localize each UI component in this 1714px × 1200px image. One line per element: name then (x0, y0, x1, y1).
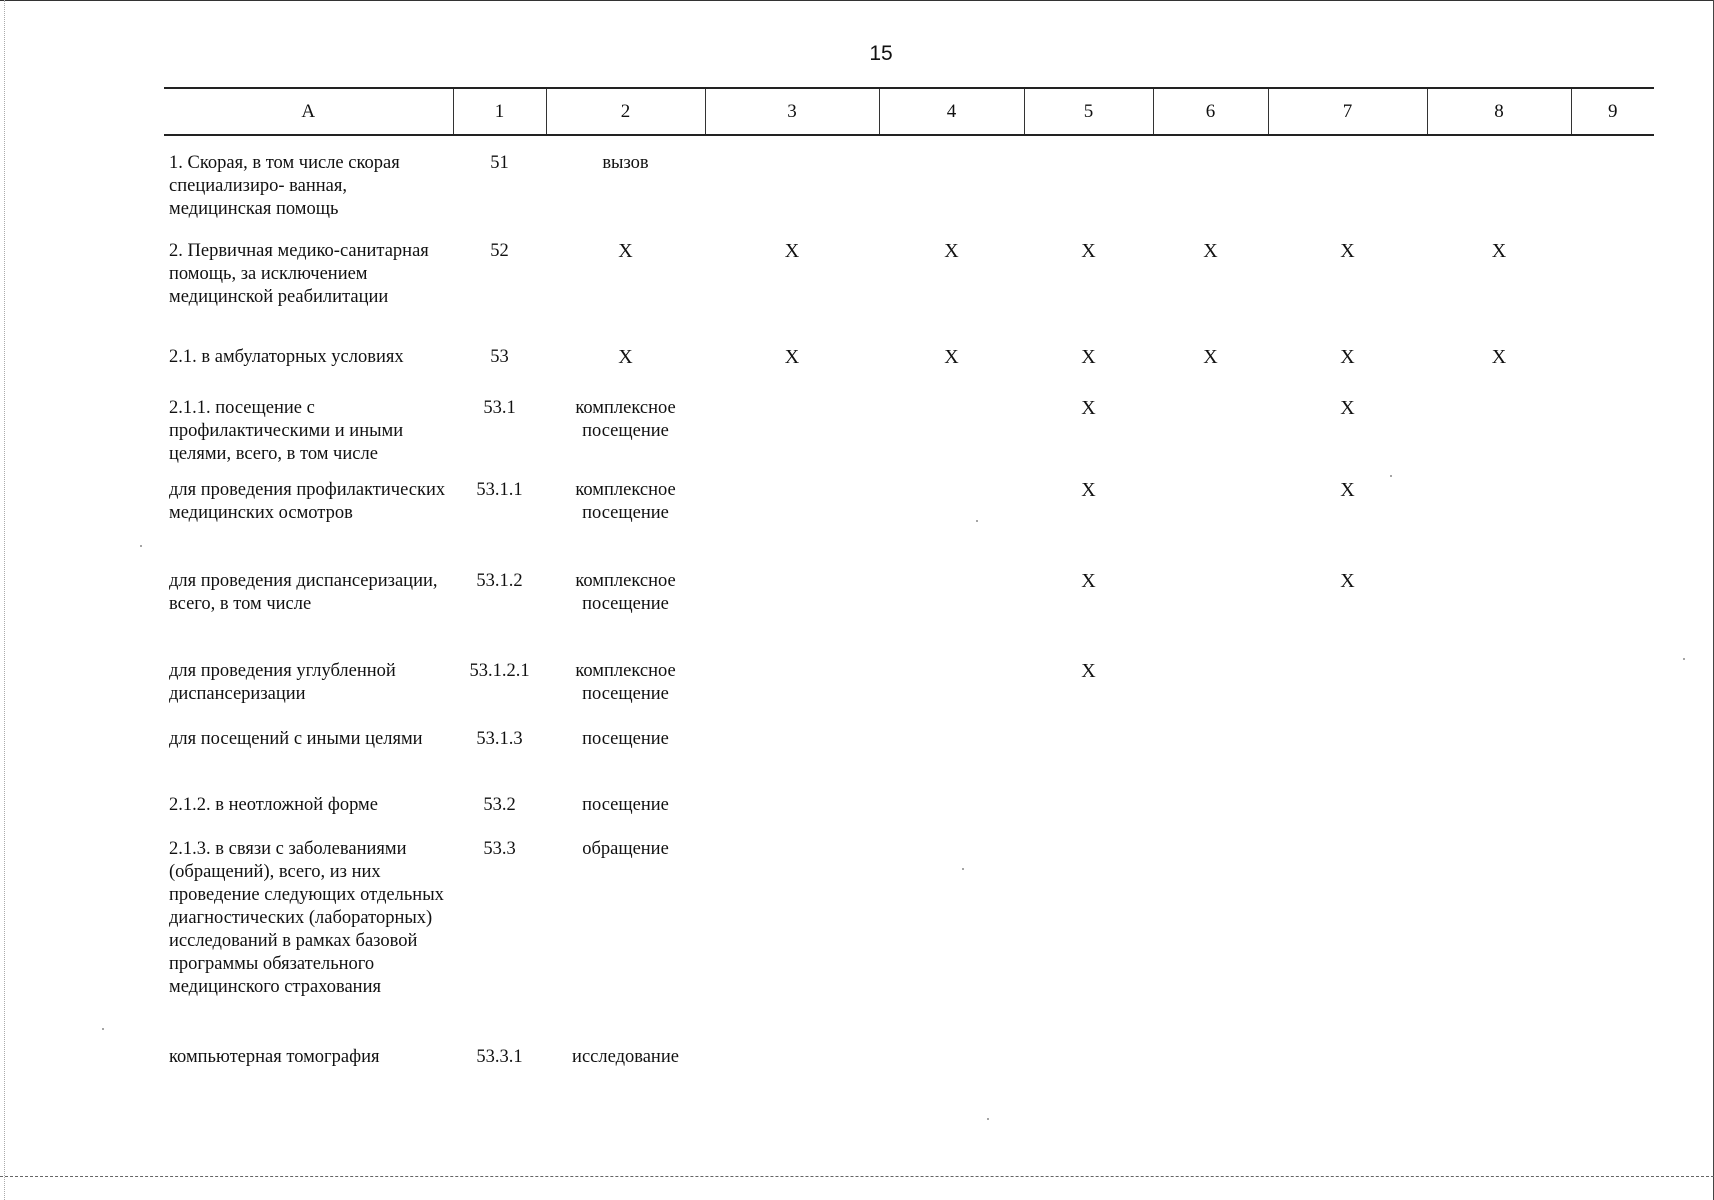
mark-cell: Х (1340, 240, 1355, 262)
row-code: 51 (490, 153, 509, 173)
mark-cell: Х (1340, 479, 1355, 501)
row-name: 1. Скорая, в том числе скорая специализиро- ванная, медицинская помощь (169, 153, 400, 219)
row-unit: Х (618, 240, 633, 262)
mark-cell (1153, 384, 1268, 475)
row-name: для проведения диспансеризации, всего, в том числе (169, 571, 438, 614)
row-code: 53.2 (483, 795, 516, 815)
mark-cell: Х (1081, 570, 1096, 592)
mark-cell: Х (1081, 397, 1096, 419)
mark-cell (1427, 790, 1571, 834)
row-code: 52 (490, 241, 509, 261)
row-name: для посещений с иными целями (169, 729, 423, 749)
table-row (164, 135, 1654, 224)
header-cell: 6 (1153, 88, 1268, 135)
mark-cell: Х (944, 346, 959, 368)
mark-cell (1024, 834, 1153, 1042)
header-cell: А (164, 88, 453, 135)
table-row (164, 656, 1654, 724)
mark-cell (1427, 566, 1571, 656)
row-unit: комплексное посещение (575, 480, 676, 523)
row-code: 53.1.2.1 (469, 661, 530, 681)
row-name: для проведения профилактических медицинских осмотров (169, 480, 446, 523)
row-name: компьютерная томография (169, 1047, 380, 1067)
mark-cell (1571, 224, 1654, 340)
mark-cell: Х (784, 346, 800, 368)
mark-cell: Х (784, 240, 800, 262)
row-code: 53 (490, 347, 509, 367)
mark-cell (879, 790, 1024, 834)
mark-cell (1571, 656, 1654, 724)
mark-cell (1268, 1042, 1427, 1086)
data-table (164, 87, 1654, 1086)
row-code: 53.1.2 (476, 571, 523, 591)
row-unit: комплексное посещение (575, 571, 676, 614)
mark-cell (1268, 834, 1427, 1042)
row-unit: вызов (602, 153, 649, 173)
mark-cell (1427, 475, 1571, 566)
header-cell: 9 (1571, 88, 1654, 135)
mark-cell (1153, 834, 1268, 1042)
mark-cell (1571, 566, 1654, 656)
mark-cell (1024, 790, 1153, 834)
row-unit: исследование (572, 1047, 679, 1067)
table-row (164, 384, 1654, 475)
mark-cell: Х (1340, 397, 1355, 419)
mark-cell (705, 566, 879, 656)
header-cell: 2 (546, 88, 705, 135)
mark-cell (705, 384, 879, 475)
mark-cell (1268, 724, 1427, 790)
mark-cell: Х (1081, 660, 1096, 682)
mark-cell: Х (1340, 346, 1355, 368)
row-name: 2.1.2. в неотложной форме (169, 795, 378, 815)
mark-cell (879, 1042, 1024, 1086)
mark-cell (705, 834, 879, 1042)
mark-cell (1153, 135, 1268, 224)
mark-cell (1153, 566, 1268, 656)
mark-cell (705, 724, 879, 790)
mark-cell (1153, 724, 1268, 790)
scan-speck (1683, 658, 1685, 660)
row-unit: Х (618, 346, 633, 368)
header-cell: 4 (879, 88, 1024, 135)
row-code: 53.1 (483, 398, 516, 418)
table-row (164, 834, 1654, 1042)
mark-cell: Х (1081, 240, 1096, 262)
mark-cell (1268, 790, 1427, 834)
mark-cell (879, 724, 1024, 790)
mark-cell (1571, 1042, 1654, 1086)
row-name: 2.1. в амбулаторных условиях (169, 347, 404, 367)
mark-cell (705, 790, 879, 834)
mark-cell (1427, 384, 1571, 475)
row-name: 2.1.1. посещение с профилактическими и иными целями, всего, в том числе (169, 398, 404, 464)
row-code: 53.3.1 (476, 1047, 523, 1067)
scan-speck (987, 1118, 989, 1120)
mark-cell: Х (1081, 479, 1096, 501)
row-unit: посещение (582, 729, 669, 749)
mark-cell (1024, 1042, 1153, 1086)
mark-cell (1024, 724, 1153, 790)
page-number: 15 (869, 42, 893, 65)
row-unit: посещение (582, 795, 669, 815)
row-unit: обращение (582, 839, 669, 859)
table-row (164, 1042, 1654, 1086)
table-row (164, 724, 1654, 790)
mark-cell (1268, 656, 1427, 724)
mark-cell (879, 566, 1024, 656)
mark-cell (1571, 724, 1654, 790)
mark-cell (1571, 340, 1654, 384)
header-cell: 7 (1268, 88, 1427, 135)
mark-cell (705, 475, 879, 566)
mark-cell (1571, 384, 1654, 475)
mark-cell (705, 656, 879, 724)
mark-cell (1571, 834, 1654, 1042)
mark-cell: Х (944, 240, 959, 262)
mark-cell (879, 475, 1024, 566)
mark-cell (1153, 1042, 1268, 1086)
mark-cell (1571, 135, 1654, 224)
mark-cell (1153, 656, 1268, 724)
mark-cell: Х (1491, 240, 1507, 262)
table-row (164, 790, 1654, 834)
row-name: для проведения углубленной диспансеризации (169, 661, 396, 704)
row-name: 2.1.3. в связи с заболеваниями (обращений), всего, из них проведение следующих отдельных диагностических (лабораторных) исследований в рамках базовой программы обязательного медицинского страхования (169, 839, 444, 997)
mark-cell (1427, 834, 1571, 1042)
mark-cell (879, 135, 1024, 224)
table-header-row (164, 88, 1654, 135)
page-left-edge (4, 0, 5, 1200)
page-bottom-edge (0, 1176, 1714, 1178)
mark-cell (879, 384, 1024, 475)
row-name: 2. Первичная медико-санитарная помощь, за исключением медицинской реабилитации (169, 241, 429, 307)
mark-cell (705, 135, 879, 224)
scan-speck (102, 1028, 104, 1030)
header-cell: 1 (453, 88, 546, 135)
header-cell: 5 (1024, 88, 1153, 135)
mark-cell (879, 834, 1024, 1042)
mark-cell (879, 656, 1024, 724)
mark-cell: Х (1203, 240, 1218, 262)
mark-cell (1153, 475, 1268, 566)
row-code: 53.1.1 (476, 480, 523, 500)
mark-cell (1427, 656, 1571, 724)
table-row (164, 566, 1654, 656)
header-cell: 3 (705, 88, 879, 135)
row-code: 53.1.3 (476, 729, 523, 749)
mark-cell (1427, 1042, 1571, 1086)
row-unit: комплексное посещение (575, 398, 676, 441)
row-unit: комплексное посещение (575, 661, 676, 704)
header-cell: 8 (1427, 88, 1571, 135)
mark-cell: Х (1340, 570, 1355, 592)
mark-cell (1268, 135, 1427, 224)
mark-cell (1427, 135, 1571, 224)
page-top-edge (0, 0, 1714, 1)
mark-cell (1153, 790, 1268, 834)
mark-cell (1571, 475, 1654, 566)
table-row (164, 340, 1654, 384)
mark-cell: Х (1491, 346, 1507, 368)
mark-cell (1427, 724, 1571, 790)
table-row (164, 475, 1654, 566)
mark-cell (1024, 135, 1153, 224)
table-row (164, 224, 1654, 340)
row-code: 53.3 (483, 839, 516, 859)
mark-cell: Х (1203, 346, 1218, 368)
mark-cell (1571, 790, 1654, 834)
scan-speck (140, 545, 142, 547)
mark-cell: Х (1081, 346, 1096, 368)
mark-cell (705, 1042, 879, 1086)
